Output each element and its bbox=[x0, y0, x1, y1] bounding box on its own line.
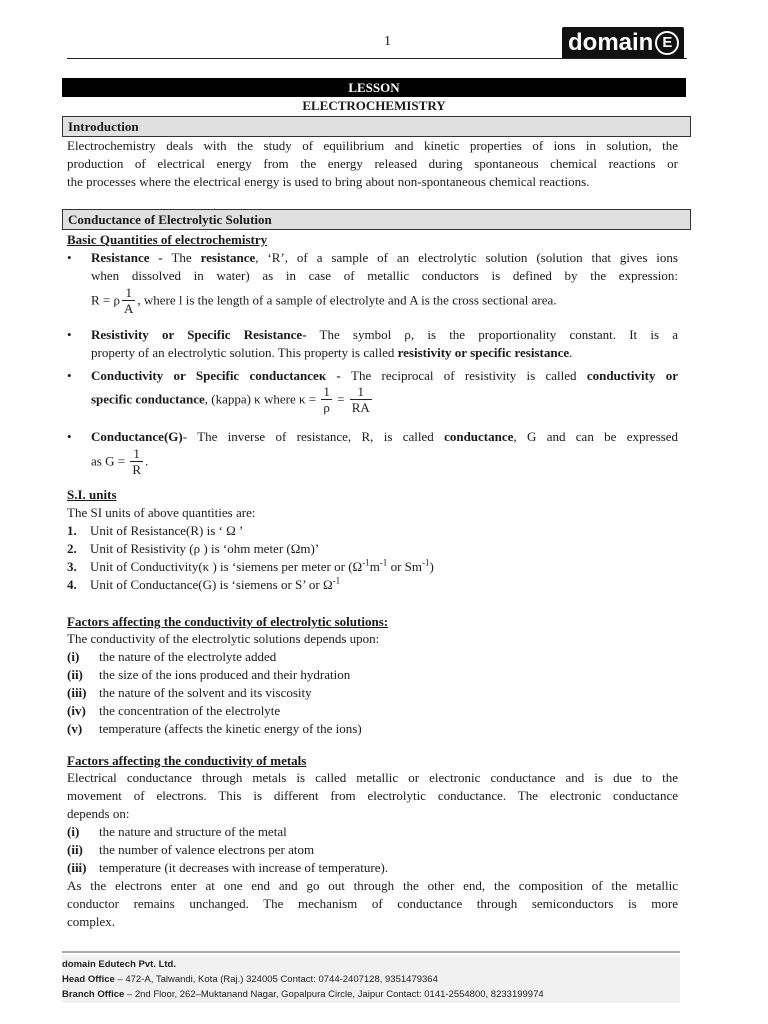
bullet-resistivity: Resistivity or Specific Resistance- The symbol ρ, is the proportionality constant. It is a property of an electrolytic solution. This property is called resistivity or specific resistance. bbox=[91, 327, 678, 360]
subheading-basic-quantities: Basic Quantities of electrochemistry bbox=[67, 232, 268, 247]
header-rule bbox=[67, 58, 687, 59]
metals-closing-paragraph: As the electrons enter at one end and go out through the other end, the composition of the metallic conductor remains unchanged. The mechanism of conductance through semiconductors is more complex. bbox=[67, 878, 678, 929]
factors-electrolytic-intro: The conductivity of the electrolytic solutions depends upon: bbox=[67, 631, 380, 646]
footer-head-label: Head Office bbox=[62, 974, 115, 985]
footer-rule bbox=[62, 951, 680, 953]
footer-branch-label: Branch Office bbox=[62, 989, 125, 1000]
list-item: 2. Unit of Resistivity (ρ ) is ‘ohm meter (Ωm)’ bbox=[67, 541, 320, 556]
bullet-icon: • bbox=[67, 429, 72, 444]
list-item: 1. Unit of Resistance(R) is ‘ Ω ’ bbox=[67, 523, 244, 538]
metals-paragraph: Electrical conductance through metals is called metallic or electronic conductance and is due to the movement of electrons. This is different from electrolytic conductance. The electronic conductance depends on: bbox=[67, 770, 678, 821]
intro-line: production of electrical energy from the energy released during spontaneous chemical reactions or bbox=[67, 156, 678, 171]
footer-branch-address: – 2nd Floor, 262–Muktanand Nagar, Gopalpura Circle, Jaipur Contact: 0141-2554800, 8233199974 bbox=[124, 989, 544, 1000]
list-item: (iii) temperature (it decreases with increase of temperature). bbox=[67, 860, 389, 875]
footer-head-address: – 472-A, Talwandi, Kota (Raj.) 324005 Contact: 0744-2407128, 9351479364 bbox=[114, 974, 438, 985]
conductance-formula: as G = $\frac{1}{R}$ . bbox=[91, 446, 149, 477]
list-item: (i) the nature and structure of the metal bbox=[67, 824, 287, 839]
factors-metals-list bbox=[67, 823, 667, 877]
subheading-factors-metals: Factors affecting the conductivity of metals bbox=[67, 753, 307, 768]
section-heading-conductance: Conductance of Electrolytic Solution bbox=[62, 209, 691, 230]
section-heading-introduction: Introduction bbox=[62, 116, 691, 137]
bullet-icon: • bbox=[67, 368, 72, 383]
footer bbox=[62, 955, 680, 1003]
list-item: (i) the nature of the electrolyte added bbox=[67, 649, 277, 664]
list-item: (ii) the size of the ions produced and their hydration bbox=[67, 667, 351, 682]
page-title: ELECTROCHEMISTRY bbox=[302, 98, 446, 113]
lesson-bar: LESSON bbox=[62, 78, 686, 97]
bullet-icon: • bbox=[67, 250, 72, 265]
domain-logo bbox=[562, 27, 684, 59]
bullet-resistance: Resistance - The resistance, ‘R’, of a sample of an electrolytic solution (solution that gives ions when dissolved in water) as in case of metallic conductors is defined by the expression: bbox=[91, 250, 678, 283]
conductivity-formula: specific conductance, (kappa) κ where κ = $\frac{1}{\rho}$ = $\frac{1}{RA}$ bbox=[91, 384, 370, 415]
list-item: 3. Unit of Conductivity(κ ) is ‘siemens per meter or ($\Omega^{-1}m^{-1}$ or $Sm^{-1}$) bbox=[67, 557, 434, 574]
intro-paragraph bbox=[67, 137, 678, 191]
footer-company: domain Edutech Pvt. Ltd. bbox=[62, 959, 177, 970]
factors-electrolytic-list bbox=[67, 648, 667, 738]
page-number: 1 bbox=[384, 34, 391, 49]
intro-line: the processes where the electrical energy is used to bring about non-spontaneous chemical reactions. bbox=[67, 174, 590, 189]
list-item: (iv) the concentration of the electrolyte bbox=[67, 703, 281, 718]
intro-line: Electrochemistry deals with the study of equilibrium and kinetic properties of ions in solution, the bbox=[67, 138, 678, 153]
bullet-icon: • bbox=[67, 327, 72, 342]
bullet-conductivity: Conductivity or Specific conductanceκ - The reciprocal of resistivity is called conductivity or bbox=[91, 368, 679, 383]
subheading-factors-electrolytic: Factors affecting the conductivity of electrolytic solutions: bbox=[67, 614, 389, 629]
list-item: (v) temperature (affects the kinetic energy of the ions) bbox=[67, 721, 362, 736]
logo-text: domain bbox=[568, 29, 654, 56]
bullet-conductance: Conductance(G)- The inverse of resistance, R, is called conductance, G and can be expressed bbox=[91, 429, 678, 444]
logo-mark-icon: E bbox=[655, 31, 679, 55]
list-item: 4. Unit of Conductance(G) is ‘siemens or S’ or $\Omega^{-1}$ bbox=[67, 575, 341, 592]
resistance-formula: R = ρ $\frac{1}{A}$ , where l is the length of a sample of electrolyte and A is the cross sectional area. bbox=[91, 285, 557, 316]
si-units-list bbox=[67, 522, 667, 594]
si-units-intro: The SI units of above quantities are: bbox=[67, 505, 256, 520]
list-item: (iii) the nature of the solvent and its viscosity bbox=[67, 685, 312, 700]
subheading-si-units: S.I. units bbox=[67, 487, 117, 502]
list-item: (ii) the number of valence electrons per atom bbox=[67, 842, 315, 857]
